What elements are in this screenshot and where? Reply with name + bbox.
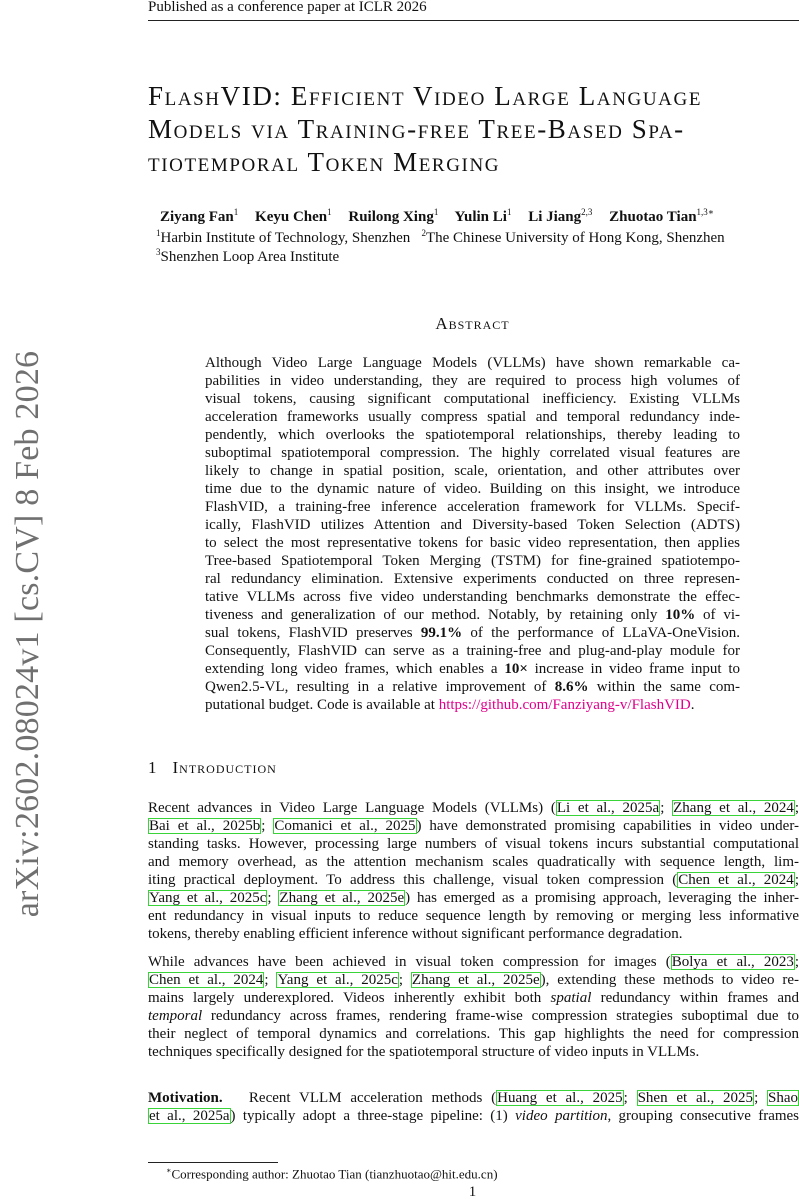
- citation-link[interactable]: Yang et al., 2025c: [277, 972, 398, 988]
- abstract-line: time due to the dynamic nature of video. Building on this insight, we introduce: [205, 481, 740, 497]
- code-link[interactable]: https://github.com/Fanziyang-v/FlashVID: [438, 697, 691, 713]
- author: Ruilong Xing$^1$: [348, 207, 439, 225]
- citation-link[interactable]: Zhang et al., 2025e: [279, 890, 405, 906]
- text-line: techniques specifically designed for the spatiotemporal structure of video inputs in VLLMs.: [148, 1044, 700, 1060]
- abstract-line: suboptimal spatiotemporal compression. The highly correlated visual features are: [205, 445, 740, 461]
- abstract-body: [205, 354, 740, 714]
- arxiv-identifier: arXiv:2602.08024v1 [cs.CV] 8 Feb 2026: [9, 350, 46, 918]
- section-heading: 1 Introduction: [148, 758, 277, 777]
- abstract-line: Tree-based Spatiotemporal Token Merging (TSTM) for fine-grained spatiotempo-: [205, 553, 740, 569]
- text-line: Chen et al., 2024; Yang et al., 2025c; Zhang et al., 2025e), extending these methods to video re-: [149, 972, 799, 988]
- text-line: iting practical deployment. To address this challenge, visual token compression (Chen et al., 2024;: [148, 872, 799, 888]
- abstract-line: pendently, which overlooks the spatiotemporal relationships, thereby leading to: [205, 427, 740, 443]
- footnote: ∗Corresponding author: Zhuotao Tian (tianzhuotao@hit.edu.cn): [166, 1166, 498, 1182]
- citation-link[interactable]: Zhang et al., 2025e: [411, 972, 540, 988]
- abstract-line: tative VLLMs across five video understanding benchmarks demonstrate the effec-: [205, 589, 740, 605]
- abstract-line: ically, FlashVID utilizes Attention and Diversity-based Token Selection (ADTS): [205, 517, 740, 533]
- author-list: [160, 207, 727, 226]
- citation-link[interactable]: et al., 2025a: [149, 1108, 230, 1124]
- abstract-line: sual tokens, FlashVID preserves 99.1% of the performance of LLaVA-OneVision.: [205, 625, 741, 641]
- header-rule: [148, 20, 799, 21]
- text-line: mains largely underexplored. Videos inherently exhibit both spatial redundancy within frames and: [148, 990, 799, 1006]
- text-line: standing tasks. However, processing large numbers of visual tokens incurs substantial computational: [148, 836, 799, 852]
- running-header: Published as a conference paper at ICLR 2026: [148, 0, 427, 15]
- title-line: FlashVID: Efficient Video Large Language: [148, 81, 703, 111]
- abstract-line: pabilities in video understanding, they are required to process high volumes of: [205, 373, 740, 389]
- paragraph: [148, 953, 799, 1061]
- page-number: 1: [468, 1184, 477, 1200]
- citation-link[interactable]: Bolya et al., 2023: [671, 954, 794, 970]
- abstract-line: visual tokens, causing significant computational inefficiency. Existing VLLMs: [205, 391, 740, 407]
- text-line: Yang et al., 2025c; Zhang et al., 2025e) has emerged as a promising approach, leveraging the inher-: [149, 890, 799, 906]
- abstract-line: Although Video Large Language Models (VLLMs) have shown remarkable ca-: [205, 355, 740, 371]
- citation-link[interactable]: Yang et al., 2025c: [149, 890, 267, 906]
- abstract-line: FlashVID, a training-free inference acceleration framework for VLLMs. Specif-: [205, 499, 740, 515]
- citation-link[interactable]: Shen et al., 2025: [637, 1090, 754, 1106]
- abstract-line: ral redundancy elimination. Extensive experiments conducted on three represen-: [205, 571, 740, 587]
- text-line: ent redundancy in visual inputs to reduce sequence length by removing or merging less informative: [148, 908, 799, 924]
- abstract-line: Qwen2.5-VL, resulting in a relative improvement of 8.6% within the same com-: [205, 679, 741, 695]
- citation-link[interactable]: Shao: [768, 1090, 799, 1106]
- author: Yulin Li$^1$: [454, 207, 512, 225]
- citation-link[interactable]: Zhang et al., 2024: [673, 800, 794, 816]
- text-line: et al., 2025a) typically adopt a three-stage pipeline: (1) video partition, grouping consecutive frames: [149, 1108, 799, 1124]
- abstract-line: to select the most representative tokens for basic video representation, then applies: [205, 535, 740, 551]
- footnote-rule: [148, 1162, 278, 1163]
- text-line: tokens, thereby enabling efficient inference without significant performance degradation.: [148, 926, 683, 942]
- text-line: Recent advances in Video Large Language Models (VLLMs) (Li et al., 2025a; Zhang et al., 2024;: [148, 800, 799, 816]
- citation-link[interactable]: Huang et al., 2025: [497, 1090, 623, 1106]
- abstract-line: Consequently, FlashVID can serve as a training-free and plug-and-play module for: [205, 643, 740, 659]
- abstract-line: acceleration frameworks usually compress spatial and temporal redundancy inde-: [205, 409, 740, 425]
- text-line: Motivation. Recent VLLM acceleration methods (Huang et al., 2025; Shen et al., 2025; Shao: [148, 1090, 799, 1106]
- text-line: While advances have been achieved in visual token compression for images (Bolya et al., 2023;: [148, 954, 799, 970]
- arxiv-sidebar: [4, 328, 52, 940]
- author: Zhuotao Tian$^{1,3∗}$: [609, 207, 714, 225]
- abstract-line: likely to change in spatial position, scale, orientation, and other attributes over: [205, 463, 740, 479]
- paper-title: [148, 80, 799, 179]
- text-line: their neglect of temporal dynamics and correlations. This gap highlights the need for compression: [148, 1026, 799, 1042]
- author: Ziyang Fan$^1$: [160, 207, 239, 225]
- citation-link[interactable]: Chen et al., 2024: [149, 972, 264, 988]
- author: Li Jiang$^{2,3}$: [528, 207, 593, 225]
- affiliation-line: $^1$Harbin Institute of Technology, Shenzhen $^2$The Chinese University of Hong Kong, Shenzhen: [156, 228, 725, 246]
- text-line: temporal redundancy across frames, rendering frame-wise compression strategies suboptimal due to: [148, 1008, 799, 1024]
- abstract-heading: Abstract: [435, 314, 510, 333]
- affiliation-line: $^3$Shenzhen Loop Area Institute: [156, 247, 340, 265]
- paragraph: [148, 1089, 799, 1125]
- citation-link[interactable]: Chen et al., 2024: [678, 872, 794, 888]
- citation-link[interactable]: Li et al., 2025a: [556, 800, 660, 816]
- citation-link[interactable]: Comanici et al., 2025: [274, 818, 416, 834]
- text-line: Bai et al., 2025b; Comanici et al., 2025) have demonstrated promising capabilities in video under-: [149, 818, 799, 834]
- citation-link[interactable]: Bai et al., 2025b: [149, 818, 261, 834]
- abstract-line: extending long video frames, which enables a 10× increase in video frame input to: [205, 661, 741, 677]
- paragraph: [148, 799, 799, 943]
- text-line: and memory overhead, as the attention mechanism scales quadratically with sequence length, lim-: [148, 854, 799, 870]
- title-line: Models via Training-free Tree-Based Spa-: [148, 114, 685, 144]
- abstract-line: tiveness and generalization of our method. Notably, by retaining only 10% of vi-: [205, 607, 740, 623]
- title-line: tiotemporal Token Merging: [148, 147, 501, 177]
- abstract-line: putational budget. Code is available at https://github.com/Fanziyang-v/FlashVID.: [205, 697, 695, 713]
- author: Keyu Chen$^1$: [255, 207, 332, 225]
